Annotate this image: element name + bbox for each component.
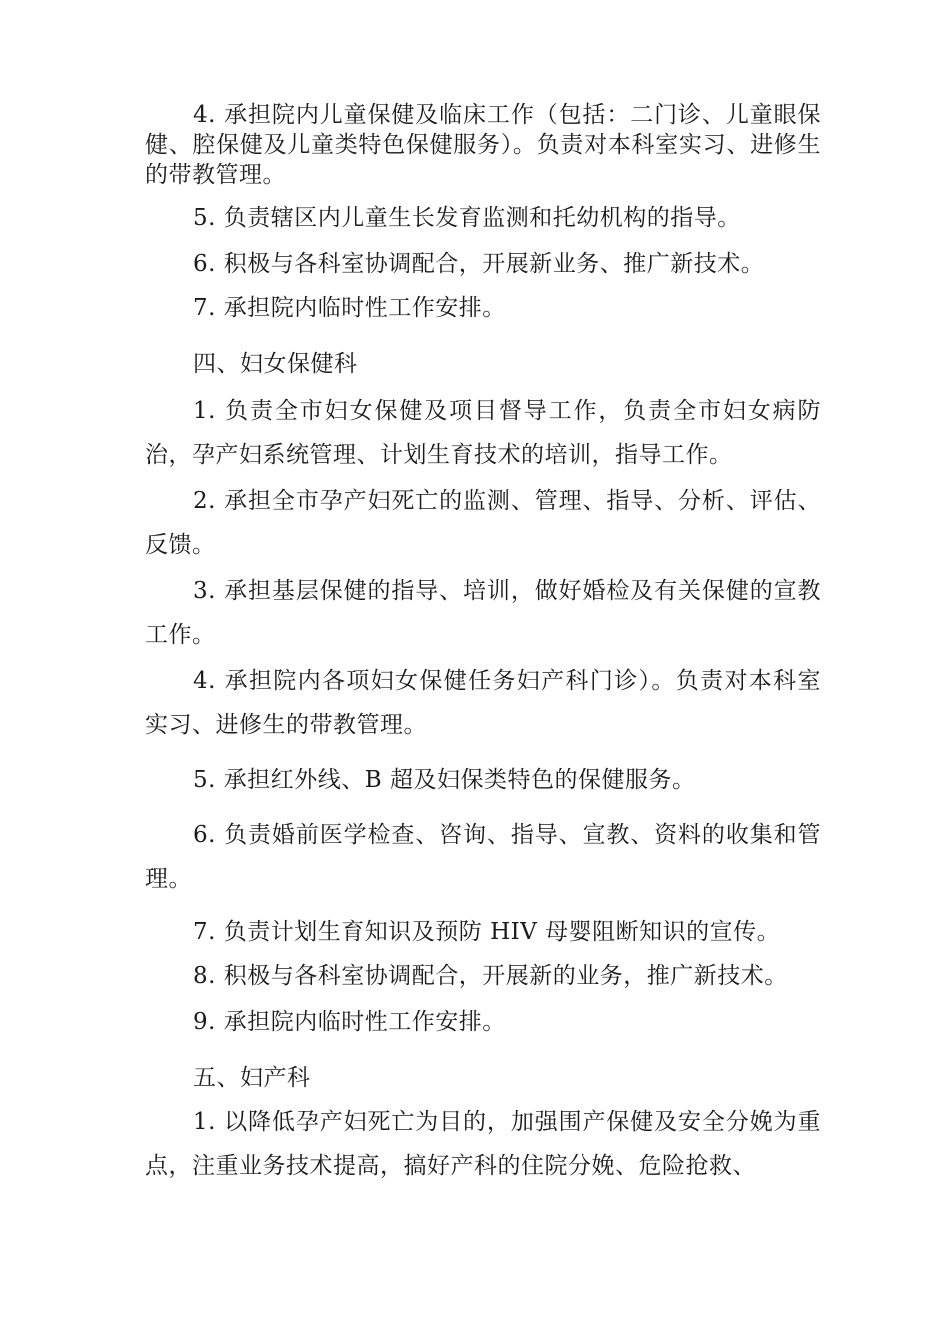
paragraph-child-clinical-work: 4. 承担院内儿童保健及临床工作（包括：二门诊、儿童眼保健、腔保健及儿童类特色保健服务）。负责对本科室实习、进修生的带教管理。 [145,102,821,188]
paragraph-maternal-death-monitoring: 2. 承担全市孕产妇死亡的监测、管理、指导、分析、评估、反馈。 [145,488,821,558]
section-heading-womens-health: 四、妇女保健科 [193,351,358,377]
section-heading-obstetrics: 五、妇产科 [193,1065,311,1091]
paragraph-infrared-ultrasound: 5. 承担红外线、B 超及妇保类特色的保健服务。 [193,767,696,793]
paragraph-new-technology: 8. 积极与各科室协调配合，开展新的业务，推广新技术。 [193,963,788,989]
paragraph-womens-health-supervision: 1. 负责全市妇女保健及项目督导工作，负责全市妇女病防治，孕产妇系统管理、计划生育技术的培训，指导工作。 [145,398,821,468]
paragraph-temporary-work: 7. 承担院内临时性工作安排。 [193,295,506,321]
paragraph-grassroots-guidance: 3. 承担基层保健的指导、培训，做好婚检及有关保健的宣教工作。 [145,578,821,648]
paragraph-family-planning: 7. 负责计划生育知识及预防 HIV 母婴阻断知识的宣传。 [193,919,781,945]
paragraph-cooperation: 6. 积极与各科室协调配合，开展新业务、推广新技术。 [193,251,765,277]
paragraph-premarital-exam: 6. 负责婚前医学检查、咨询、指导、宣教、资料的收集和管理。 [145,822,821,892]
paragraph-womens-health-tasks: 4. 承担院内各项妇女保健任务妇产科门诊）。负责对本科室实习、进修生的带教管理。 [145,668,821,738]
paragraph-obstetrics-goal: 1. 以降低孕产妇死亡为目的，加强围产保健及安全分娩为重点，注重业务技术提高，搞好产科的住院分娩、危险抢救、 [145,1109,821,1179]
paragraph-temporary-work-2: 9. 承担院内临时性工作安排。 [193,1009,506,1035]
paragraph-growth-monitoring: 5. 负责辖区内儿童生长发育监测和托幼机构的指导。 [193,205,741,231]
